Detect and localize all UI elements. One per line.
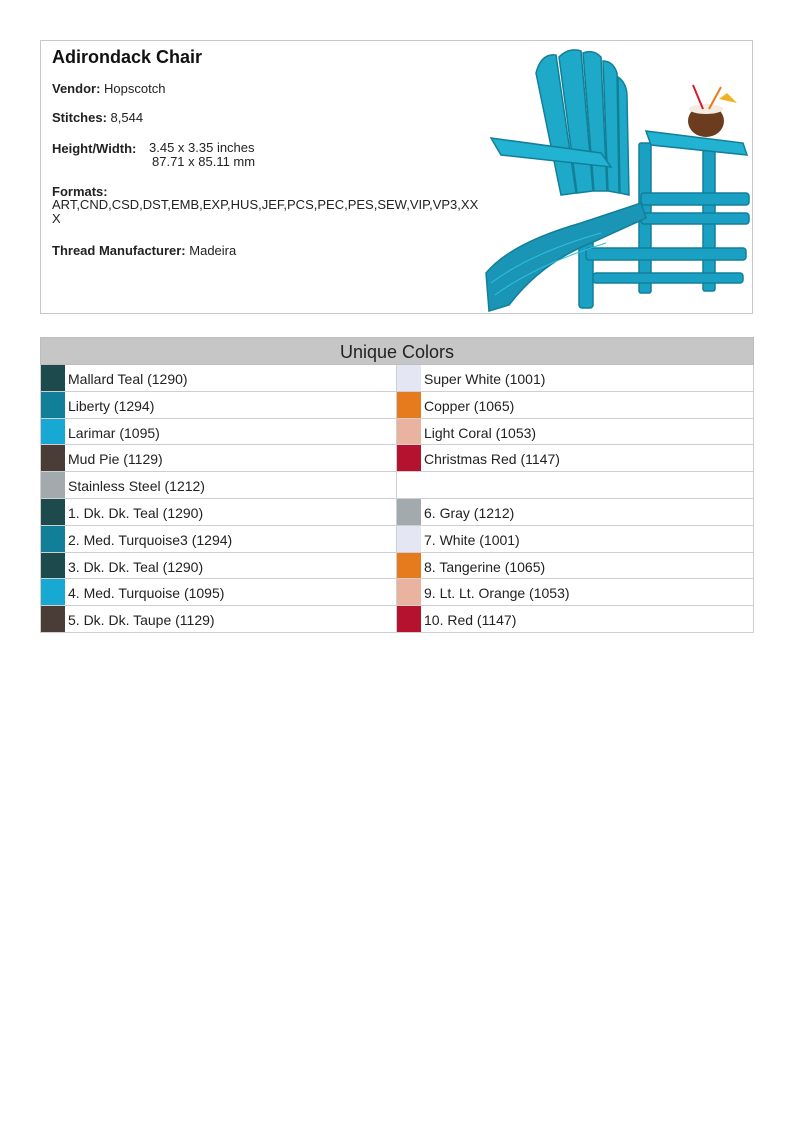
table-row <box>40 472 754 499</box>
color-cell-left <box>40 419 397 446</box>
unique-colors-table <box>40 337 754 633</box>
formats-label: Formats: <box>52 184 108 199</box>
thread-value: Madeira <box>189 243 237 258</box>
stitches-row <box>52 110 143 125</box>
color-cell-right <box>397 606 754 633</box>
color-cell-right <box>397 553 754 580</box>
color-cell-right <box>397 579 754 606</box>
color-cell-right <box>397 526 754 553</box>
color-rows <box>40 365 754 633</box>
table-row <box>40 499 754 526</box>
color-name: 7. White (1001) <box>424 531 520 548</box>
color-cell-left <box>40 445 397 472</box>
height-width-inches: 3.45 x 3.35 inches <box>149 140 255 155</box>
stitches-label: Stitches: <box>52 110 107 125</box>
color-swatch <box>41 526 65 552</box>
height-width-label: Height/Width: <box>52 141 137 156</box>
color-swatch <box>397 365 421 391</box>
color-swatch <box>397 499 421 525</box>
color-name: 4. Med. Turquoise (1095) <box>68 585 225 602</box>
color-cell-right <box>397 499 754 526</box>
color-swatch <box>397 392 421 418</box>
color-name: 1. Dk. Dk. Teal (1290) <box>68 504 204 521</box>
table-row <box>40 526 754 553</box>
table-row <box>40 553 754 580</box>
color-swatch <box>41 579 65 605</box>
color-cell-left <box>40 606 397 633</box>
vendor-label: Vendor: <box>52 81 101 96</box>
vendor-value: Hopscotch <box>104 81 166 96</box>
color-swatch <box>41 472 65 498</box>
table-row <box>40 606 754 633</box>
color-swatch <box>397 579 421 605</box>
color-name: Liberty (1294) <box>68 397 155 414</box>
color-cell-right <box>397 445 754 472</box>
color-swatch <box>41 553 65 579</box>
color-name: Christmas Red (1147) <box>424 451 560 468</box>
color-swatch <box>397 472 421 498</box>
color-name: Mallard Teal (1290) <box>68 371 188 387</box>
color-cell-left <box>40 365 397 392</box>
table-row <box>40 419 754 446</box>
height-width-mm: 87.71 x 85.11 mm <box>152 154 256 169</box>
stitches-value: 8,544 <box>110 110 144 125</box>
color-name: 10. Red (1147) <box>424 612 517 629</box>
color-name: Mud Pie (1129) <box>68 451 163 468</box>
color-cell-left <box>40 499 397 526</box>
color-swatch <box>41 419 65 445</box>
color-cell-left <box>40 392 397 419</box>
color-swatch <box>397 419 421 445</box>
formats-list: ART,CND,CSD,DST,EMB,EXP,HUS,JEF,PCS,PEC,PES,SEW,VIP,VP3,XXX <box>52 197 479 226</box>
color-name: Super White (1001) <box>424 371 546 387</box>
unique-colors-header: Unique Colors <box>40 337 754 365</box>
color-name: Larimar (1095) <box>68 424 160 441</box>
color-cell-left <box>40 553 397 580</box>
color-swatch <box>41 445 65 471</box>
color-cell-left <box>40 472 397 499</box>
color-name: 3. Dk. Dk. Teal (1290) <box>68 558 204 575</box>
color-cell-right <box>397 419 754 446</box>
color-swatch <box>41 499 65 525</box>
color-name: Light Coral (1053) <box>424 424 537 441</box>
color-name: Copper (1065) <box>424 397 515 414</box>
color-name <box>421 472 424 498</box>
table-row <box>40 445 754 472</box>
design-info-card <box>40 40 753 314</box>
color-cell-right <box>397 472 754 499</box>
color-swatch <box>397 445 421 471</box>
vendor-row <box>52 81 165 96</box>
table-row <box>40 392 754 419</box>
height-width-values <box>149 141 255 169</box>
color-cell-left <box>40 526 397 553</box>
color-swatch <box>41 365 65 391</box>
color-name: 8. Tangerine (1065) <box>424 558 546 575</box>
color-cell-right <box>397 392 754 419</box>
color-swatch <box>397 553 421 579</box>
table-row <box>40 365 754 392</box>
height-width-label-row <box>52 141 136 156</box>
thread-row <box>52 243 236 258</box>
color-name: 2. Med. Turquoise3 (1294) <box>68 531 233 548</box>
color-name: 6. Gray (1212) <box>424 504 515 521</box>
color-name: 5. Dk. Dk. Taupe (1129) <box>68 612 215 629</box>
color-name: 9. Lt. Lt. Orange (1053) <box>424 585 570 602</box>
adirondack-chair-image <box>481 43 751 313</box>
thread-label: Thread Manufacturer: <box>52 243 186 258</box>
color-swatch <box>41 392 65 418</box>
color-swatch <box>41 606 65 632</box>
design-title: Adirondack Chair <box>52 47 203 67</box>
color-swatch <box>397 526 421 552</box>
color-cell-left <box>40 579 397 606</box>
color-cell-right <box>397 365 754 392</box>
table-row <box>40 579 754 606</box>
color-name: Stainless Steel (1212) <box>68 478 205 495</box>
color-swatch <box>397 606 421 632</box>
